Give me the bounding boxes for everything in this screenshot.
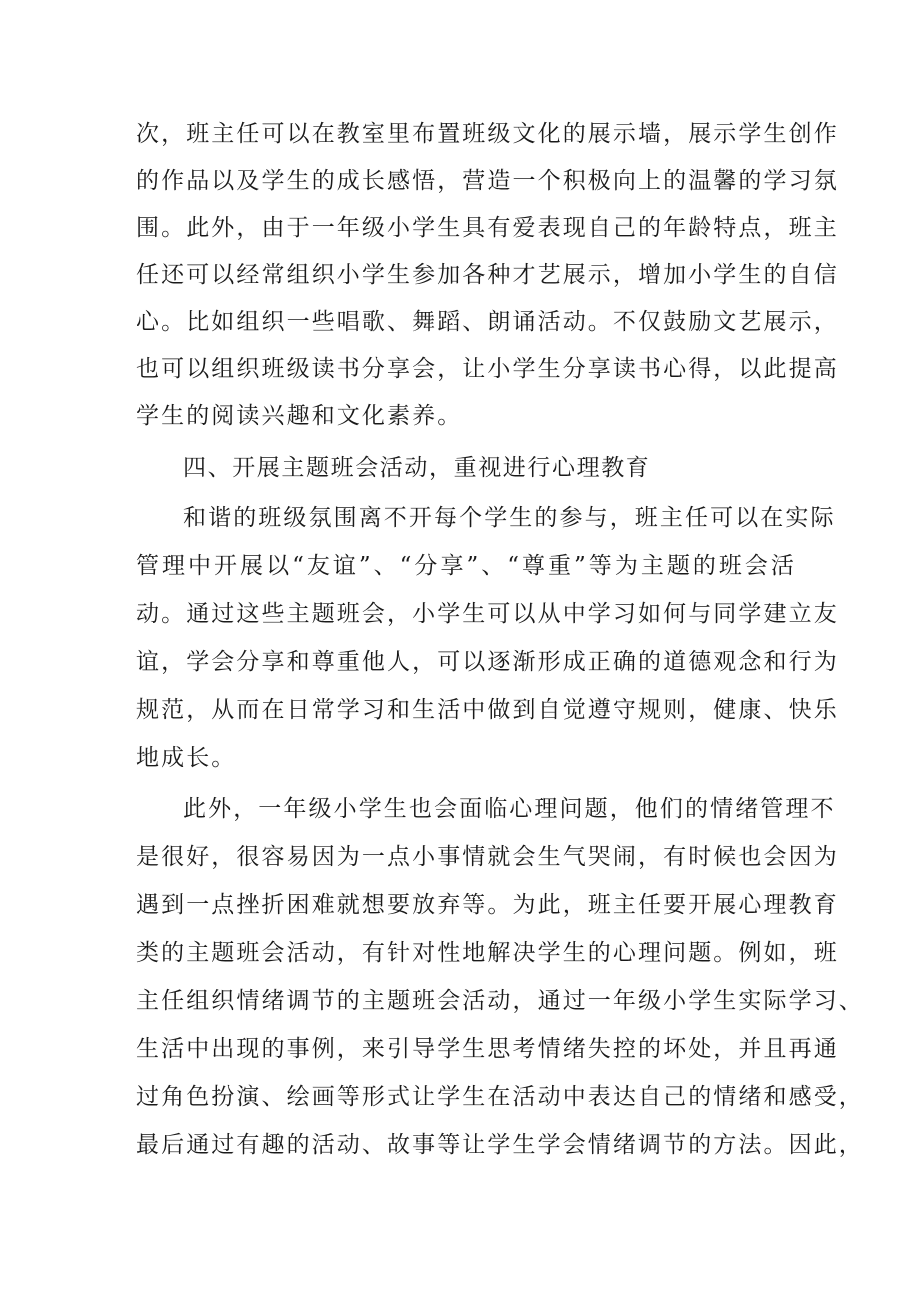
paragraph-line: 最后通过有趣的活动、故事等让学生学会情绪调节的方法。因此， bbox=[136, 1132, 864, 1158]
paragraph-line: 是很好，很容易因为一点小事情就会生气哭闹，有时候也会因为 bbox=[136, 844, 839, 870]
paragraph-line: 动。通过这些主题班会，小学生可以从中学习如何与同学建立友 bbox=[136, 601, 839, 627]
paragraph-line: 学生的阅读兴趣和文化素养。 bbox=[136, 403, 463, 429]
paragraph-line: 围。此外，由于一年级小学生具有爱表现自己的年龄特点，班主 bbox=[136, 215, 839, 241]
paragraph-line: 和谐的班级氛围离不开每个学生的参与，班主任可以在实际 bbox=[183, 505, 836, 531]
paragraph-line: 谊，学会分享和尊重他人，可以逐渐形成正确的道德观念和行为 bbox=[136, 649, 839, 675]
section-heading: 四、开展主题班会活动，重视进行心理教育 bbox=[183, 455, 651, 481]
paragraph-line: 也可以组织班级读书分享会，让小学生分享读书心得，以此提高 bbox=[136, 356, 839, 382]
paragraph-line: 主任组织情绪调节的主题班会活动，通过一年级小学生实际学习、 bbox=[136, 988, 864, 1014]
paragraph-line: 生活中出现的事例，来引导学生思考情绪失控的坏处，并且再通 bbox=[136, 1036, 839, 1062]
paragraph-line: 任还可以经常组织小学生参加各种才艺展示，增加小学生的自信 bbox=[136, 262, 839, 288]
paragraph-line: 的作品以及学生的成长感悟，营造一个积极向上的温馨的学习氛 bbox=[136, 168, 839, 194]
paragraph-line: 类的主题班会活动，有针对性地解决学生的心理问题。例如，班 bbox=[136, 940, 839, 966]
paragraph-line: 过角色扮演、绘画等形式让学生在活动中表达自己的情绪和感受， bbox=[136, 1084, 864, 1110]
paragraph-line: 管理中开展以“友谊”、“分享”、“尊重”等为主题的班会活 bbox=[136, 553, 796, 579]
paragraph-line: 地成长。 bbox=[136, 745, 237, 771]
paragraph-line: 此外，一年级小学生也会面临心理问题，他们的情绪管理不 bbox=[183, 796, 836, 822]
paragraph-line: 遇到一点挫折困难就想要放弃等。为此，班主任要开展心理教育 bbox=[136, 892, 839, 918]
paragraph-line: 规范，从而在日常学习和生活中做到自觉遵守规则，健康、快乐 bbox=[136, 697, 839, 723]
paragraph-line: 心。比如组织一些唱歌、舞蹈、朗诵活动。不仅鼓励文艺展示， bbox=[136, 309, 839, 335]
paragraph-line: 次，班主任可以在教室里布置班级文化的展示墙，展示学生创作 bbox=[136, 121, 839, 147]
